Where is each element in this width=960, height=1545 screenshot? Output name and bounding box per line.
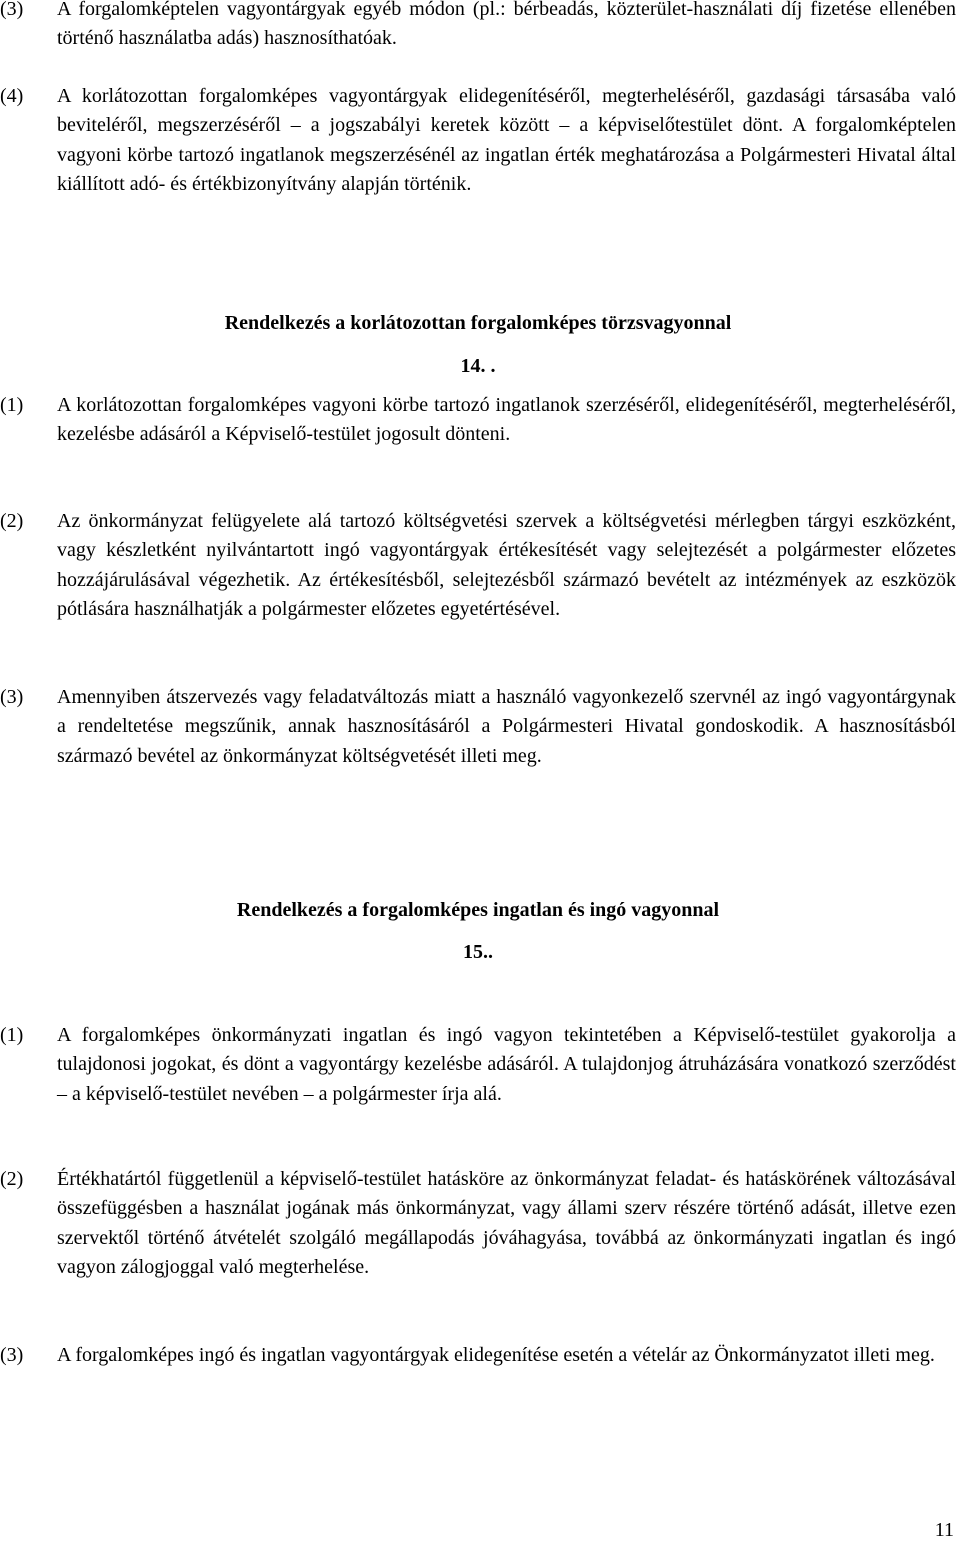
paragraph-number: (3): [0, 0, 24, 20]
paragraph-text: A forgalomképtelen vagyontárgyak egyéb módon (pl.: bérbeadás, közterület-használati díj fizetése ellenében történő használatba adás) hasznosíthatóak.: [57, 0, 956, 50]
paragraph-number: (2): [0, 510, 24, 532]
paragraph-number: (1): [0, 394, 24, 416]
paragraph-text: A korlátozottan forgalomképes vagyoni körbe tartozó ingatlanok szerzéséről, elidegenítéséről, megterheléséről, kezelésbe adásáról a Képviselő-testület jogosult dönteni.: [57, 394, 956, 446]
paragraph-text: Az önkormányzat felügyelete alá tartozó költségvetési szervek a költségvetési mérlegben tárgyi eszközként, vagy készletként nyilvántartott ingó vagyontárgyak értékesítését vagy selejtezését a polgármester előzetes hozzájárulásával végezhetik. Az értékesítésből, selejtezésből származó bevételt az intézmények az eszközök pótlására használhatják a polgármester előzetes egyetértésével.: [57, 510, 956, 620]
paragraph-number: (1): [0, 1024, 24, 1046]
paragraph-text: Értékhatártól függetlenül a képviselő-testület hatásköre az önkormányzat feladat- és hatáskörének változásával összefüggésben a használat jogának más önkormányzat, vagy állami szerv részére történő adását, illetve ezen szervektől történő átvételét szolgáló megállapodás jóváhagyása, továbbá az önkormányzati ingatlan és ingó vagyon zálogjoggal való megterhelése.: [57, 1168, 956, 1278]
section-heading-torzsvagyon: Rendelkezés a korlátozottan forgalomképes törzsvagyonnal: [224, 312, 732, 334]
paragraph-14-1: [0, 391, 956, 450]
paragraph-text: Amennyiben átszervezés vagy feladatváltozás miatt a használó vagyonkezelő szervnél az ingó vagyontárgynak a rendeltetése megszűnik, annak hasznosításáról a Polgármesteri Hivatal gondoskodik. A hasznosításból származó bevétel az önkormányzat költségvetését illeti meg.: [57, 686, 956, 767]
paragraph-15-3: [0, 1341, 956, 1370]
section-heading-forgalomkepes: Rendelkezés a forgalomképes ingatlan és ingó vagyonnal: [236, 899, 720, 921]
paragraph-4-elidegenites: [0, 82, 956, 199]
paragraph-text: A forgalomképes önkormányzati ingatlan és ingó vagyon tekintetében a Képviselő-testület gyakorolja a tulajdonosi jogokat, és dönt a vagyontárgy kezelésbe adásáról. A tulajdonjog átruházására vonatkozó szerződést – a képviselő-testület nevében – a polgármester írja alá.: [57, 1024, 956, 1105]
paragraph-14-3: [0, 683, 956, 771]
section-number-15: 15..: [463, 941, 493, 963]
paragraph-14-2: [0, 507, 956, 624]
paragraph-number: (3): [0, 686, 24, 708]
paragraph-15-2: [0, 1165, 956, 1282]
page-number: 11: [934, 1519, 954, 1541]
paragraph-number: (4): [0, 85, 24, 107]
paragraph-3-hasznositas: [0, 0, 956, 54]
paragraph-number: (2): [0, 1168, 24, 1190]
paragraph-text: A korlátozottan forgalomképes vagyontárgyak elidegenítéséről, megterheléséről, gazdasági társasába való beviteléről, megszerzéséről – a jogszabályi keretek között – a képviselőtestület dönt. A forgalomképtelen vagyoni körbe tartozó ingatlanok megszerzésénél az ingatlan érték meghatározása a Polgármesteri Hivatal által kiállított adó- és értékbizonyítvány alapján történik.: [57, 85, 956, 195]
paragraph-number: (3): [0, 1344, 24, 1366]
section-number-14: 14. .: [460, 355, 496, 377]
paragraph-text: A forgalomképes ingó és ingatlan vagyontárgyak elidegenítése esetén a vételár az Önkormányzatot illeti meg.: [57, 1344, 935, 1366]
paragraph-15-1: [0, 1021, 956, 1109]
